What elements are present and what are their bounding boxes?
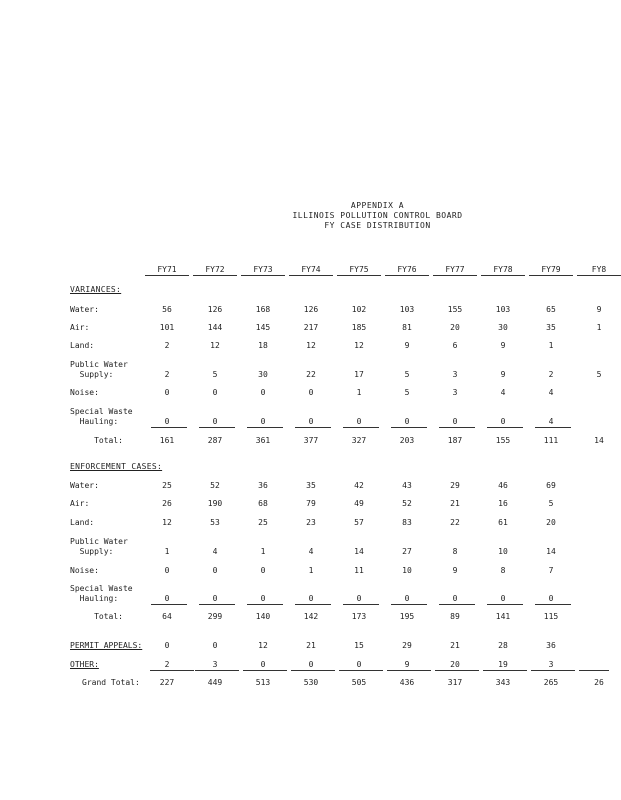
row-label: Water: (70, 481, 99, 490)
table-cell: 4 (548, 388, 554, 397)
table-cell: 1 (548, 341, 554, 350)
table-cell: 83 (402, 518, 412, 527)
row-label: Total: (70, 612, 123, 621)
table-cell: 217 (303, 323, 319, 332)
table-cell: 14 (594, 436, 604, 445)
table-cell: 9 (596, 305, 602, 314)
subtotal-rule (391, 604, 427, 605)
table-cell: 23 (306, 518, 316, 527)
table-cell: 0 (260, 417, 266, 426)
table-cell: 5 (404, 370, 410, 379)
table-cell: 0 (212, 417, 218, 426)
table-cell: 0 (356, 594, 362, 603)
table-cell: 20 (450, 323, 460, 332)
table-cell: 126 (207, 305, 223, 314)
column-header: FY72 (193, 265, 237, 276)
table-cell: 4 (500, 388, 506, 397)
table-cell: 4 (548, 417, 554, 426)
total-rule (531, 670, 575, 671)
row-label: Total: (70, 436, 123, 445)
table-cell: 0 (260, 566, 266, 575)
table-cell: 141 (495, 612, 511, 621)
table-cell: 68 (258, 499, 268, 508)
table-cell: 2 (164, 341, 170, 350)
table-cell: 49 (354, 499, 364, 508)
table-cell: 65 (546, 305, 556, 314)
table-cell: 0 (404, 594, 410, 603)
subtotal-rule (151, 427, 187, 428)
table-cell: 11 (354, 566, 364, 575)
other-cell: 20 (450, 660, 460, 669)
subtotal-rule (151, 604, 187, 605)
table-cell: 21 (450, 499, 460, 508)
table-cell: 64 (162, 612, 172, 621)
table-cell: 9 (500, 370, 506, 379)
subtotal-rule (343, 604, 379, 605)
table-cell: 1 (596, 323, 602, 332)
row-label: Public Water Supply: (70, 360, 128, 379)
subtotal-rule (295, 427, 331, 428)
table-cell: 155 (495, 436, 511, 445)
permit-appeals-label: PERMIT APPEALS: (70, 641, 143, 650)
other-cell: 2 (164, 660, 170, 669)
table-cell: 3 (452, 388, 458, 397)
table-cell: 0 (404, 417, 410, 426)
table-cell: 6 (452, 341, 458, 350)
column-header: FY76 (385, 265, 429, 276)
subtotal-rule (343, 427, 379, 428)
table-cell: 46 (498, 481, 508, 490)
table-cell: 35 (306, 481, 316, 490)
other-label: OTHER: (70, 660, 99, 669)
table-cell: 42 (354, 481, 364, 490)
grand-total-cell: 505 (351, 678, 367, 687)
subtotal-rule (535, 604, 571, 605)
column-header: FY75 (337, 265, 381, 276)
row-label: Land: (70, 518, 95, 527)
other-cell: 0 (308, 660, 314, 669)
table-cell: 155 (447, 305, 463, 314)
table-cell: 168 (255, 305, 271, 314)
total-rule (579, 670, 609, 671)
permit-appeals-cell: 12 (258, 641, 268, 650)
row-label: Public Water Supply: (70, 537, 128, 556)
table-cell: 69 (546, 481, 556, 490)
table-cell: 29 (450, 481, 460, 490)
permit-appeals-cell: 36 (546, 641, 556, 650)
table-cell: 8 (452, 547, 458, 556)
table-cell: 30 (258, 370, 268, 379)
table-cell: 81 (402, 323, 412, 332)
table-cell: 142 (303, 612, 319, 621)
grand-total-cell: 317 (447, 678, 463, 687)
table-cell: 0 (212, 594, 218, 603)
other-cell: 3 (548, 660, 554, 669)
table-cell: 52 (210, 481, 220, 490)
column-header: FY78 (481, 265, 525, 276)
total-rule (243, 670, 287, 671)
subtotal-rule (247, 604, 283, 605)
appendix-heading: APPENDIX A (350, 201, 405, 210)
subtotal-rule (439, 604, 475, 605)
table-cell: 57 (354, 518, 364, 527)
table-cell: 20 (546, 518, 556, 527)
grand-total-label: Grand Total: (82, 678, 140, 687)
table-cell: 140 (255, 612, 271, 621)
other-cell: 19 (498, 660, 508, 669)
table-cell: 115 (543, 612, 559, 621)
table-cell: 126 (303, 305, 319, 314)
table-cell: 9 (500, 341, 506, 350)
table-cell: 10 (498, 547, 508, 556)
permit-appeals-cell: 28 (498, 641, 508, 650)
table-cell: 0 (164, 566, 170, 575)
subtotal-rule (391, 427, 427, 428)
table-cell: 89 (450, 612, 460, 621)
grand-total-cell: 26 (594, 678, 604, 687)
table-cell: 0 (212, 566, 218, 575)
table-cell: 52 (402, 499, 412, 508)
table-cell: 0 (356, 417, 362, 426)
table-cell: 36 (258, 481, 268, 490)
table-cell: 17 (354, 370, 364, 379)
enforcement-heading: ENFORCEMENT CASES: (70, 462, 163, 471)
other-cell: 9 (404, 660, 410, 669)
table-cell: 299 (207, 612, 223, 621)
table-cell: 0 (308, 594, 314, 603)
table-cell: 53 (210, 518, 220, 527)
table-cell: 0 (500, 594, 506, 603)
table-cell: 145 (255, 323, 271, 332)
table-cell: 22 (306, 370, 316, 379)
table-cell: 61 (498, 518, 508, 527)
column-header: FY77 (433, 265, 477, 276)
table-cell: 3 (452, 370, 458, 379)
table-cell: 203 (399, 436, 415, 445)
table-cell: 2 (164, 370, 170, 379)
total-rule (339, 670, 383, 671)
subtotal-rule (199, 604, 235, 605)
row-label: Water: (70, 305, 99, 314)
table-cell: 4 (212, 547, 218, 556)
row-label: Noise: (70, 388, 99, 397)
subtotal-rule (247, 427, 283, 428)
subtotal-rule (199, 427, 235, 428)
table-cell: 0 (548, 594, 554, 603)
other-cell: 0 (356, 660, 362, 669)
table-cell: 22 (450, 518, 460, 527)
total-rule (150, 670, 194, 671)
table-cell: 25 (258, 518, 268, 527)
board-heading: ILLINOIS POLLUTION CONTROL BOARD (292, 211, 463, 220)
table-cell: 16 (498, 499, 508, 508)
permit-appeals-cell: 21 (306, 641, 316, 650)
table-cell: 173 (351, 612, 367, 621)
table-cell: 185 (351, 323, 367, 332)
table-cell: 1 (308, 566, 314, 575)
table-cell: 5 (212, 370, 218, 379)
column-header: FY74 (289, 265, 333, 276)
table-cell: 103 (495, 305, 511, 314)
grand-total-cell: 343 (495, 678, 511, 687)
table-cell: 2 (548, 370, 554, 379)
table-cell: 9 (404, 341, 410, 350)
table-cell: 4 (308, 547, 314, 556)
table-cell: 111 (543, 436, 559, 445)
permit-appeals-cell: 0 (212, 641, 218, 650)
table-cell: 361 (255, 436, 271, 445)
table-cell: 0 (260, 388, 266, 397)
table-cell: 187 (447, 436, 463, 445)
table-cell: 12 (306, 341, 316, 350)
total-rule (435, 670, 479, 671)
permit-appeals-cell: 21 (450, 641, 460, 650)
table-cell: 102 (351, 305, 367, 314)
table-cell: 0 (308, 388, 314, 397)
table-cell: 12 (162, 518, 172, 527)
table-cell: 0 (452, 417, 458, 426)
distribution-heading: FY CASE DISTRIBUTION (324, 221, 431, 230)
table-cell: 12 (354, 341, 364, 350)
table-cell: 0 (308, 417, 314, 426)
grand-total-cell: 227 (159, 678, 175, 687)
table-cell: 5 (596, 370, 602, 379)
table-cell: 377 (303, 436, 319, 445)
table-cell: 14 (546, 547, 556, 556)
subtotal-rule (295, 604, 331, 605)
table-cell: 5 (548, 499, 554, 508)
table-cell: 161 (159, 436, 175, 445)
column-header: FY71 (145, 265, 189, 276)
table-cell: 144 (207, 323, 223, 332)
row-label: Air: (70, 323, 90, 332)
other-cell: 0 (260, 660, 266, 669)
table-cell: 27 (402, 547, 412, 556)
table-cell: 287 (207, 436, 223, 445)
table-cell: 26 (162, 499, 172, 508)
grand-total-cell: 436 (399, 678, 415, 687)
table-cell: 327 (351, 436, 367, 445)
table-cell: 0 (212, 388, 218, 397)
table-cell: 0 (500, 417, 506, 426)
table-cell: 35 (546, 323, 556, 332)
table-cell: 103 (399, 305, 415, 314)
column-header: FY73 (241, 265, 285, 276)
table-cell: 7 (548, 566, 554, 575)
table-cell: 25 (162, 481, 172, 490)
permit-appeals-cell: 0 (164, 641, 170, 650)
table-cell: 30 (498, 323, 508, 332)
table-cell: 5 (404, 388, 410, 397)
table-cell: 14 (354, 547, 364, 556)
table-cell: 0 (164, 594, 170, 603)
subtotal-rule (487, 427, 523, 428)
table-cell: 12 (210, 341, 220, 350)
table-cell: 0 (164, 388, 170, 397)
total-rule (483, 670, 527, 671)
table-cell: 79 (306, 499, 316, 508)
table-cell: 18 (258, 341, 268, 350)
grand-total-cell: 449 (207, 678, 223, 687)
subtotal-rule (535, 427, 571, 428)
table-cell: 195 (399, 612, 415, 621)
row-label: Special Waste Hauling: (70, 407, 133, 426)
other-cell: 3 (212, 660, 218, 669)
table-cell: 101 (159, 323, 175, 332)
row-label: Air: (70, 499, 90, 508)
table-cell: 0 (164, 417, 170, 426)
permit-appeals-cell: 29 (402, 641, 412, 650)
subtotal-rule (487, 604, 523, 605)
permit-appeals-cell: 15 (354, 641, 364, 650)
table-cell: 8 (500, 566, 506, 575)
table-cell: 56 (162, 305, 172, 314)
total-rule (387, 670, 431, 671)
grand-total-cell: 513 (255, 678, 271, 687)
table-cell: 0 (452, 594, 458, 603)
table-cell: 1 (260, 547, 266, 556)
row-label: Land: (70, 341, 95, 350)
table-cell: 1 (356, 388, 362, 397)
row-label: Noise: (70, 566, 99, 575)
row-label: Special Waste Hauling: (70, 584, 133, 603)
variances-heading: VARIANCES: (70, 285, 122, 294)
grand-total-cell: 265 (543, 678, 559, 687)
table-cell: 0 (260, 594, 266, 603)
table-cell: 43 (402, 481, 412, 490)
column-header: FY79 (529, 265, 573, 276)
table-cell: 9 (452, 566, 458, 575)
table-cell: 10 (402, 566, 412, 575)
total-rule (195, 670, 239, 671)
subtotal-rule (439, 427, 475, 428)
total-rule (291, 670, 335, 671)
grand-total-cell: 530 (303, 678, 319, 687)
column-header: FY8 (577, 265, 621, 276)
table-cell: 1 (164, 547, 170, 556)
table-cell: 190 (207, 499, 223, 508)
